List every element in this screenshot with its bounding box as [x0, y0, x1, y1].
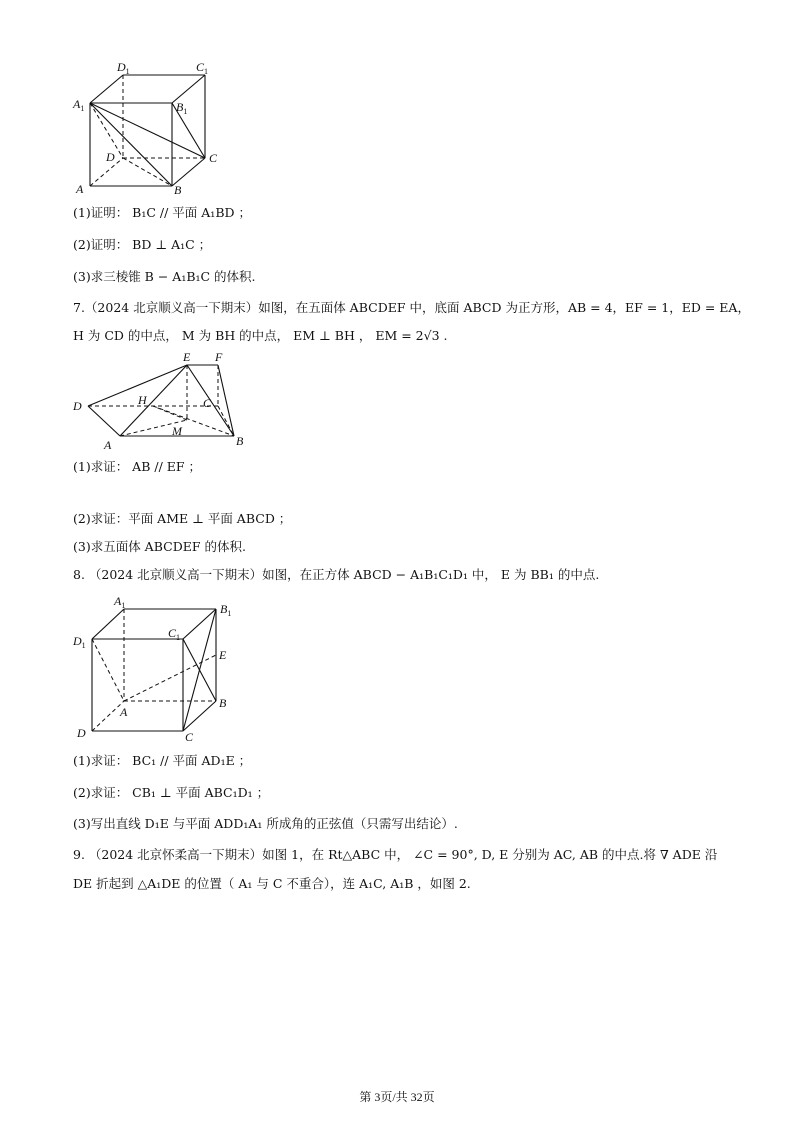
label-M: M [172, 424, 182, 438]
page-footer: 第 3页/共 32页 [359, 1090, 435, 1104]
label-E: E [219, 648, 227, 662]
label-C1: $C_1$ [168, 626, 181, 642]
label-A: A [104, 438, 112, 452]
label-F: F [215, 350, 223, 364]
problem7-stem-line2: H 为 CD 的中点， M 为 BH 的中点， EM ⊥ BH ， EM = 2√3 . [73, 328, 448, 343]
label-B: B [219, 696, 227, 710]
figure-cube-problem6 [70, 56, 240, 196]
problem8-part3: (3)写出直线 D₁E 与平面 ADD₁A₁ 所成角的正弦值（只需写出结论）. [73, 816, 458, 831]
label-D: D [106, 150, 115, 164]
problem7-part1: (1)求证： AB // EF ； [73, 459, 202, 474]
problem8-part2: (2)求证： CB₁ ⊥ 平面 ABC₁D₁ ； [73, 785, 270, 800]
label-A: A [76, 182, 84, 196]
problem7-part2: (2)求证：平面 AME ⊥ 平面 ABCD ； [73, 511, 292, 526]
label-C1: $C_1$ [196, 60, 209, 76]
label-A: A [120, 705, 128, 719]
problem7-stem-line1: 7.（2024 北京顺义高一下期末）如图，在五面体 ABCDEF 中，底面 ABCD 为正方形，AB = 4，EF = 1，ED = EA， [73, 300, 750, 315]
problem9-stem-line1: 9. （2024 北京怀柔高一下期末）如图 1，在 Rt△ABC 中， ∠C = 90°, D, E 分别为 AC, AB 的中点.将 ∇ ADE 沿 [73, 847, 718, 862]
problem6-part3: (3)求三棱锥 B − A₁B₁C 的体积. [73, 269, 256, 284]
label-C: C [209, 151, 218, 165]
label-H: H [138, 393, 147, 407]
label-B1: $B_1$ [176, 100, 188, 116]
problem9-stem-line2: DE 折起到 △A₁DE 的位置（ A₁ 与 C 不重合），连 A₁C, A₁B ，如图 2. [73, 876, 471, 891]
figure-pentahedron-problem7 [70, 350, 260, 455]
figure-cube-problem8 [70, 593, 240, 743]
label-D1: $D_1$ [117, 60, 130, 76]
problem8-part1: (1)求证： BC₁ // 平面 AD₁E ； [73, 753, 252, 768]
label-B: B [174, 183, 182, 196]
label-C: C [203, 396, 212, 410]
label-B1: $B_1$ [220, 602, 232, 618]
label-A1: $A_1$ [73, 97, 85, 113]
problem8-stem: 8. （2024 北京顺义高一下期末）如图，在正方体 ABCD − A₁B₁C₁D₁ 中， E 为 BB₁ 的中点. [73, 567, 600, 582]
label-B: B [236, 434, 244, 448]
label-D1: $D_1$ [73, 634, 86, 650]
problem7-part3: (3)求五面体 ABCDEF 的体积. [73, 539, 246, 554]
label-D: D [73, 399, 82, 413]
label-D: D [77, 726, 86, 740]
problem6-part1: (1)证明： B₁C // 平面 A₁BD ； [73, 205, 252, 220]
label-A1: $A_1$ [114, 594, 126, 610]
label-C: C [185, 730, 194, 743]
problem6-part2: (2)证明： BD ⊥ A₁C ； [73, 237, 212, 252]
label-E: E [183, 350, 191, 364]
